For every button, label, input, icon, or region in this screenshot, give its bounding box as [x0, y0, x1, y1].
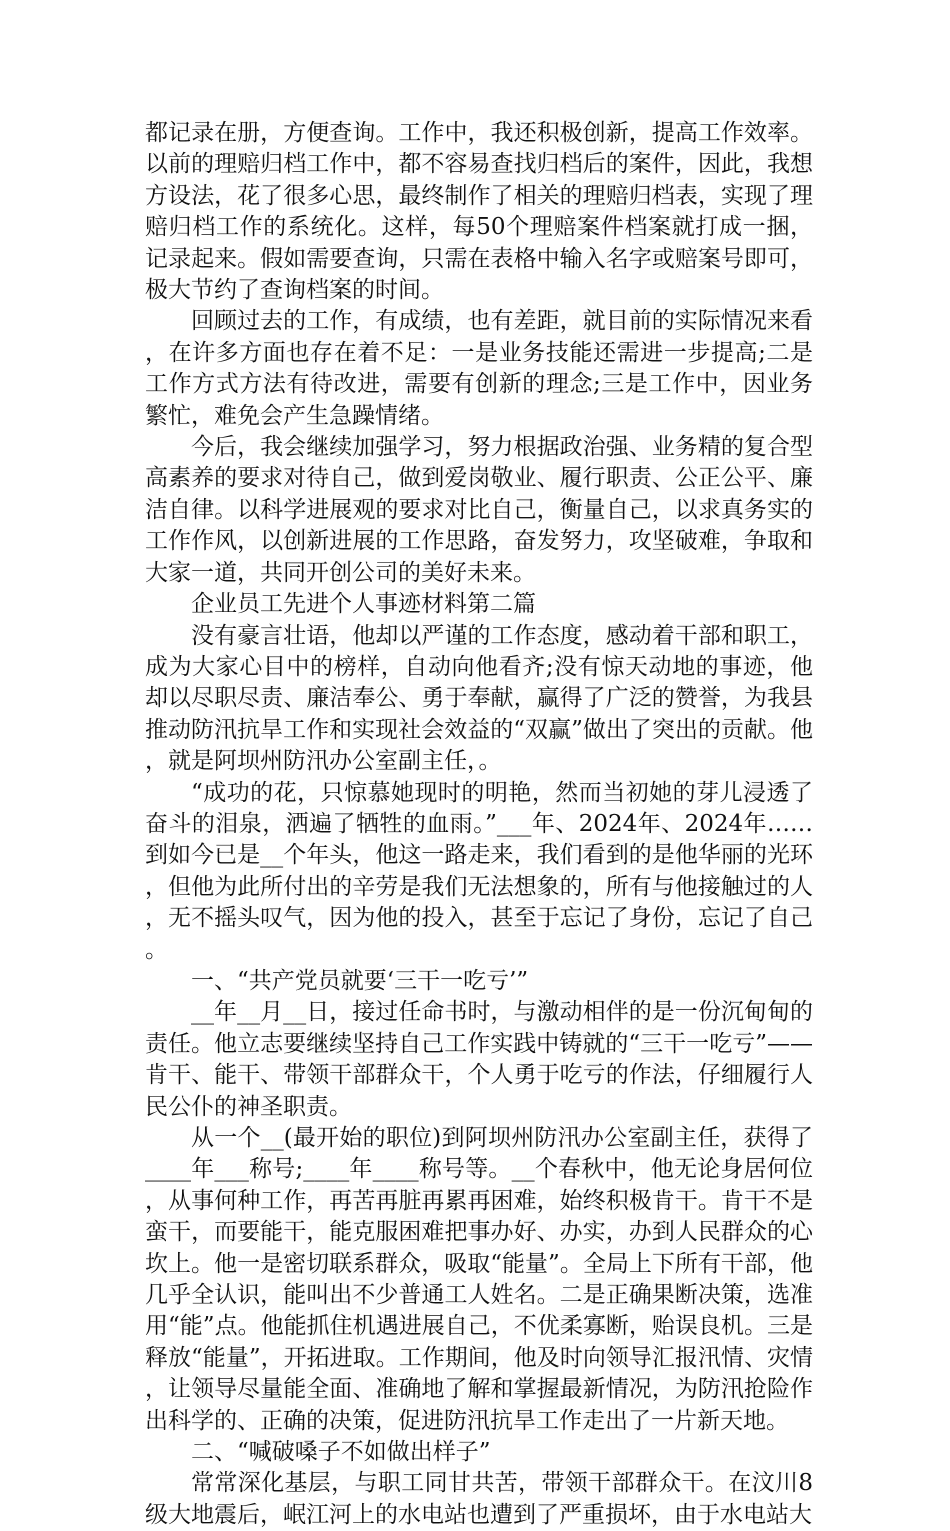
- paragraph-shortcomings: 回顾过去的工作，有成绩，也有差距，就目前的实际情况来看，在许多方面也存在着不足：一是业务技能还需进一步提高;二是工作方式方法有待改进，需要有创新的理念;三是工作中，因业务繁忙，难免会产生急躁情绪。: [145, 308, 813, 429]
- paragraph-future-plans: 今后，我会继续加强学习，努力根据政治强、业务精的复合型高素养的要求对待自己，做到爱岗敬业、履行职责、公正公平、廉洁自律。以科学进展观的要求对比自己，衡量自己，以求真务实的工作作风，以创新进展的工作思路，奋发努力，攻坚破难，争取和大家一道，共同开创公司的美好未来。: [145, 434, 813, 586]
- paragraph-introduction: 没有豪言壮语，他却以严谨的工作态度，感动着干部和职工，成为大家心目中的榜样，自动向他看齐;没有惊天动地的事迹，他却以尽职尽责、廉洁奉公、勇于奉献，赢得了广泛的赞誉，为我县推动防汛抗旱工作和实现社会效益的“双赢”做出了突出的贡献。他，就是阿坝州防汛办公室副主任，。: [145, 622, 813, 775]
- section-title-part-two: 企业员工先进个人事迹材料第二篇: [191, 591, 536, 618]
- paragraph-archive-records: 都记录在册，方便查询。工作中，我还积极创新，提高工作效率。以前的理赔归档工作中，都不容易查找归档后的案件，因此，我想方设法，花了很多心思，最终制作了相关的理赔归档表，实现了理赔归档工作的系统化。这样，每50个理赔案件档案就打成一捆，记录起来。假如需要查询，只需在表格中输入名字或赔案号即可，极大节约了查询档案的时间。: [145, 120, 813, 304]
- subheading-one: 一、“共产党员就要‘三干一吃亏’”: [191, 967, 529, 994]
- paragraph-success-quote: “成功的花，只惊慕她现时的明艳，然而当初她的芽儿浸透了奋斗的泪泉，洒遍了牺牲的血雨。”___年、2024年、2024年……到如今已是__个年头，他这一路走来，我们看到的是他华丽的光环，但他为此所付出的辛劳是我们无法想象的，所有与他接触过的人，无不摇头叹气，因为他的投入，甚至于忘记了身份，忘记了自己。: [145, 779, 813, 963]
- paragraph-appointment: __年__月__日，接过任命书时，与激动相伴的是一份沉甸甸的责任。他立志要继续坚持自己工作实践中铸就的“三干一吃亏”——肯干、能干、带领干部群众干，个人勇于吃亏的作法，仔细履行人民公仆的神圣职责。: [145, 999, 813, 1120]
- document-page: [145, 118, 813, 1531]
- paragraph-career: 从一个__(最开始的职位)到阿坝州防汛办公室副主任，获得了____年___称号;____年____称号等。__个春秋中，他无论身居何位，从事何种工作，再苦再脏再累再困难，始终积极肯干。肯干不是蛮干，而要能干，能克服困难把事办好、办实，办到人民群众的心坎上。他一是密切联系群众，吸取“能量”。全局上下所有干部，他几乎全认识，能叫出不少普通工人姓名。二是正确果断决策，选准用“能”点。他能抓住机遇进展自己，不优柔寡断，贻误良机。三是释放“能量”，开拓进取。工作期间，他及时向领导汇报汛情、灾情，让领导尽量能全面、准确地了解和掌握最新情况，为防汛抢险作出科学的、正确的决策，促进防汛抗旱工作走出了一片新天地。: [145, 1125, 813, 1434]
- subheading-two: 二、“喊破嗓子不如做出样子”: [191, 1439, 491, 1466]
- paragraph-grassroots: 常常深化基层，与职工同甘共苦，带领干部群众干。在汶川8级大地震后，岷江河上的水电站也遭到了严重损坏，由于水电站大: [145, 1470, 813, 1528]
